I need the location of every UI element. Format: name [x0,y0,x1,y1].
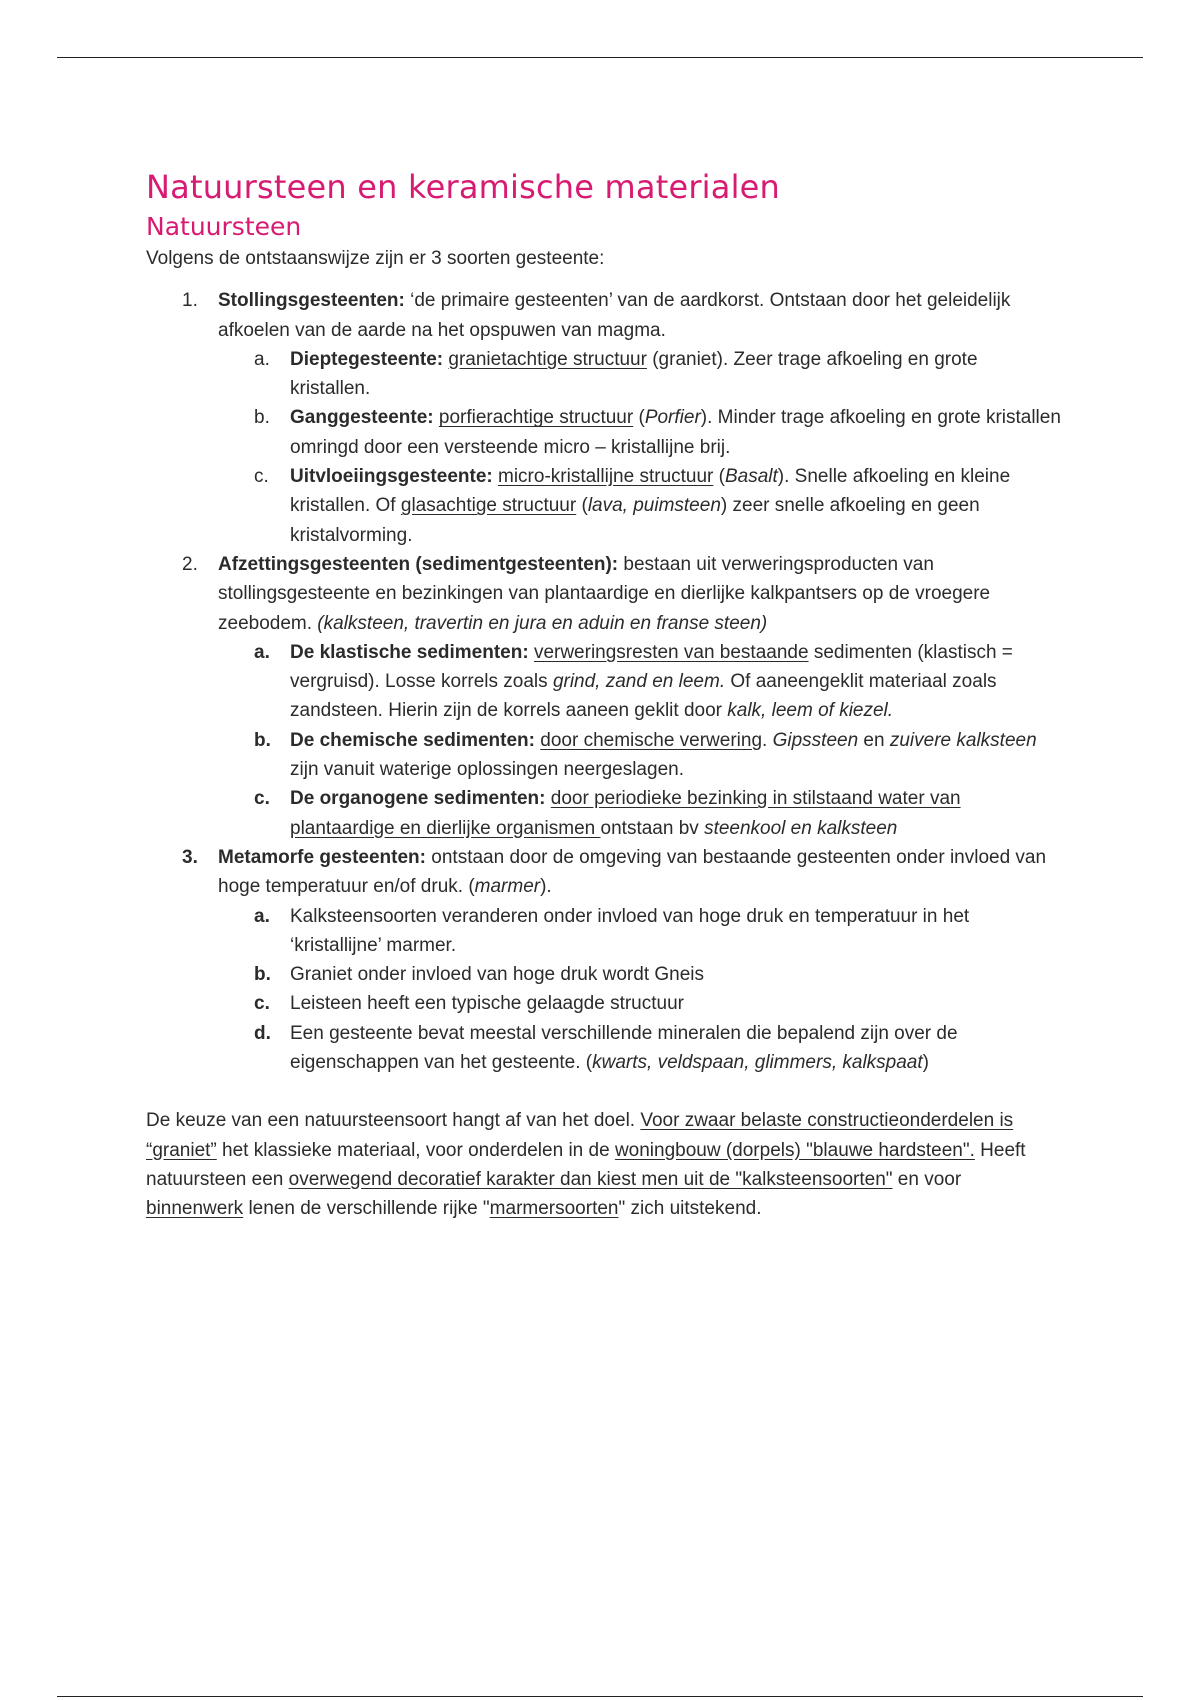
underlined-term: binnenwerk [146,1198,244,1220]
italic-term: marmer [474,876,541,898]
closing-paragraph [146,1106,1061,1223]
page-title: Natuursteen en keramische materialen [146,168,781,206]
sub-item [218,462,1061,550]
item-heading: Stollingsgesteenten: [218,290,405,312]
sub-text: ontstaan bv [600,817,705,839]
italic-term: kalk, leem of kiezel. [727,700,894,722]
sub-letter: a. [254,348,270,370]
item-heading: Metamorfe gesteenten: [218,846,426,868]
rock-types-list [146,286,1061,1077]
italic-term: (kalksteen, travertin en jura en aduin en franse steen) [317,612,768,634]
header-rule [57,57,1143,58]
item-text: ontstaan door de omgeving van bestaande gesteenten onder invloed van hoge temperatuur en/of druk. ( [218,846,1047,898]
sub-heading: De klastische sedimenten: [290,641,529,663]
italic-term: grind, zand en leem. [552,671,726,693]
sub-heading: De chemische sedimenten: [290,729,535,751]
sub-letter: d. [254,1022,271,1044]
italic-term: lava, puimsteen [587,495,721,517]
sub-letter: b. [254,407,270,429]
sub-text: Een gesteente bevat meestal verschillende mineralen die bepalend zijn over de eigenschappen van het gesteente. ( [290,1022,958,1074]
underlined-term: woningbouw (dorpels) "blauwe hardsteen". [614,1139,975,1161]
sub-text: ( [713,466,725,488]
underlined-term: door periodieke bezinking in stilstaand water van plantaardige en dierlijke organismen [290,788,961,839]
sub-text: Graniet onder invloed van hoge druk wordt Gneis [290,964,705,986]
sub-text: Leisteen heeft een typische gelaagde structuur [290,993,684,1015]
underlined-term: glasachtige structuur [400,495,577,517]
sub-letter: c. [254,993,270,1015]
underlined-term: marmersoorten [489,1198,619,1220]
sub-list [218,902,1061,1078]
sub-text: en [858,729,890,751]
underlined-term: verweringsresten van bestaande [533,641,809,663]
sub-letter: a. [254,905,270,927]
item-number: 2. [182,553,198,575]
underlined-term: porfierachtige structuur [438,407,634,429]
closing-text: De keuze van een natuursteensoort hangt af van het doel. [146,1110,641,1132]
sub-text: ) zeer snelle afkoeling en geen kristalvorming. [290,495,980,546]
item-text: ‘de primaire gesteenten’ van de aardkorst. Ontstaan door het geleidelijk afkoelen van de aarde na het opspuwen van magma. [218,290,1011,341]
sub-item [218,726,1061,785]
sub-text: ( [576,495,588,517]
list-item [146,550,1061,843]
closing-text: en voor [892,1168,962,1190]
sub-list [218,638,1061,843]
sub-text: (graniet). Zeer trage afkoeling en grote kristallen. [290,348,978,400]
sub-text: Of aaneengeklit materiaal zoals zandsteen. Hierin zijn de korrels aaneen geklit door [290,671,997,722]
italic-term: Porfier [644,407,701,429]
item-heading: Afzettingsgesteenten (sedimentgesteenten): [218,553,619,575]
sub-text: zijn vanuit waterige oplossingen neergeslagen. [290,759,684,781]
italic-term: steenkool en kalksteen [704,817,898,839]
closing-text: Heeft natuursteen een [146,1139,1026,1190]
item-text: ). [540,876,552,898]
section-heading: Natuursteen [146,212,302,241]
sub-item [218,345,1061,404]
sub-item [218,902,1061,961]
sub-letter: c. [254,788,270,810]
sub-heading: Uitvloeiingsgesteente: [290,466,493,488]
item-number: 1. [182,290,198,312]
sub-heading: Ganggesteente: [290,407,434,429]
sub-text: . [762,729,773,751]
intro-text: Volgens de ontstaanswijze zijn er 3 soorten gesteente: [146,248,605,269]
italic-term: zuivere kalksteen [889,729,1037,751]
sub-list [218,345,1061,550]
italic-term: Basalt [724,466,778,488]
sub-text: ). Minder trage afkoeling en grote kristallen omringd door een versteende micro – kristallijne brij. [290,407,1061,458]
sub-letter: b. [254,964,271,986]
sub-text: ( [633,407,645,429]
item-text: bestaan uit verweringsproducten van stollingsgesteente en bezinkingen van plantaardige en dierlijke kalkpantsers op de vroegere zeebodem. [218,553,991,634]
underlined-term: door chemische verwering [540,729,763,751]
underlined-term: Voor zwaar belaste constructieonderdelen is “graniet” [146,1110,1014,1161]
underlined-term: micro-kristallijne structuur [498,466,714,488]
italic-term: kwarts, veldspaan, glimmers, kalkspaat [592,1052,923,1074]
sub-item [218,638,1061,726]
sub-item [218,989,1061,1018]
underlined-term: granietachtige structuur [448,348,647,370]
closing-text: lenen de verschillende rijke " [243,1198,490,1220]
sub-letter: c. [254,466,269,488]
sub-item [218,403,1061,462]
document-body [146,166,1061,1224]
sub-letter: b. [254,729,271,751]
italic-term: Gipssteen [772,729,859,751]
sub-item [218,784,1061,843]
sub-heading: Dieptegesteente: [290,348,444,370]
list-item [146,843,1061,1077]
sub-text: ). Snelle afkoeling en kleine kristallen. Of [290,466,1011,517]
sub-heading: De organogene sedimenten: [290,788,546,810]
footer-rule [57,1696,1143,1697]
sub-item [218,1019,1061,1078]
list-item [146,286,1061,550]
closing-text: het klassieke materiaal, voor onderdelen in de [216,1139,615,1161]
sub-letter: a. [254,641,270,663]
sub-text: Kalksteensoorten veranderen onder invloed van hoge druk en temperatuur in het ‘kristallijne’ marmer. [290,905,970,956]
sub-item [218,960,1061,989]
sub-text: ) [922,1052,929,1074]
item-number: 3. [182,846,198,868]
sub-text: sedimenten (klastisch = vergruisd). Losse korrels zoals [290,641,1013,693]
closing-text: " zich uitstekend. [618,1198,762,1220]
underlined-term: overwegend decoratief karakter dan kiest men uit de "kalksteensoorten" [288,1168,893,1190]
